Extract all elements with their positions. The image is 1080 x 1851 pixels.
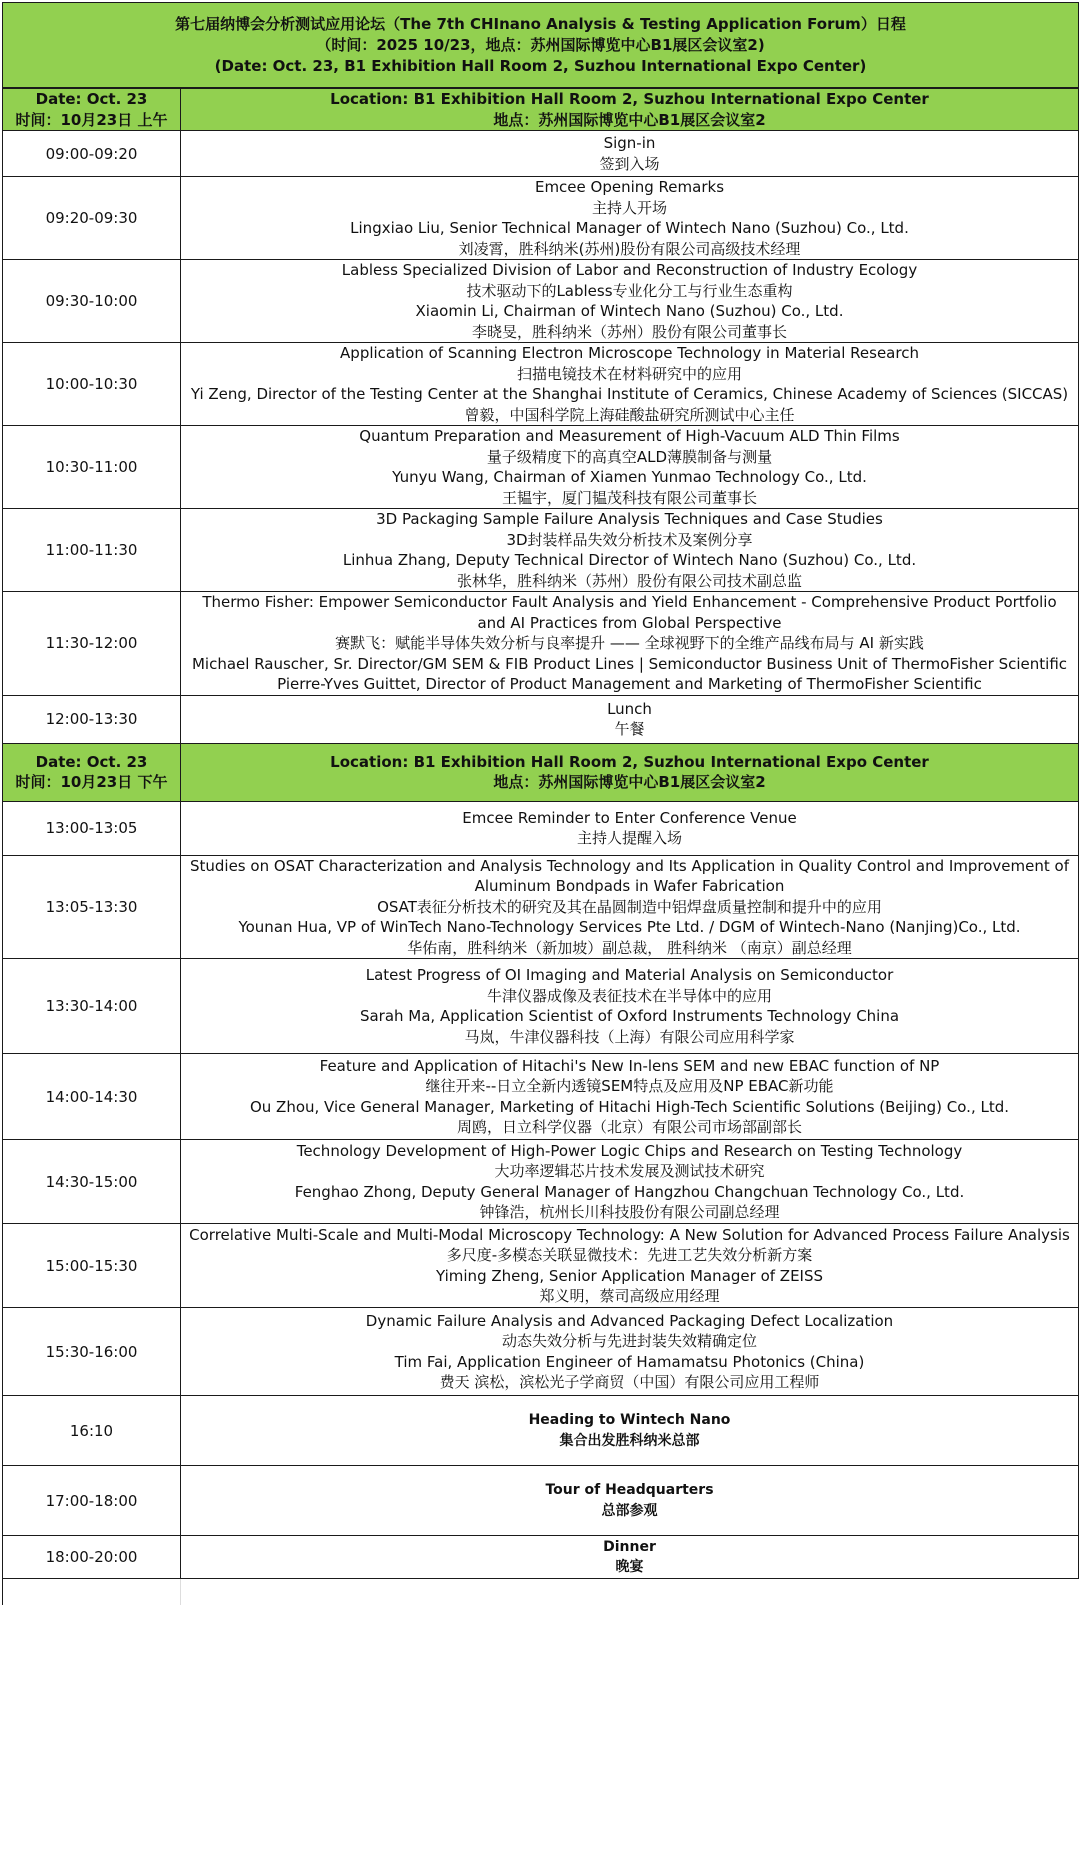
content-line: 技术驱动下的Labless专业化分工与行业生态重构 bbox=[466, 281, 793, 300]
session-date-cn: 时间：10月23日 下午 bbox=[15, 773, 168, 791]
content-line: Younan Hua, VP of WinTech Nano-Technology Services Pte Ltd. / DGM of Wintech-Nano (Nanjing)Co., Ltd. bbox=[238, 918, 1021, 936]
time-cell: 13:30-14:00 bbox=[3, 959, 181, 1054]
content-line: Latest Progress of OI Imaging and Material Analysis on Semiconductor bbox=[365, 966, 894, 984]
session-location-en: Location: B1 Exhibition Hall Room 2, Suzhou International Expo Center bbox=[330, 752, 929, 771]
time-cell: 15:30-16:00 bbox=[3, 1308, 181, 1396]
content-line: 动态失效分析与先进封装失效精确定位 bbox=[501, 1332, 757, 1350]
content-line: 主持人开场 bbox=[591, 198, 667, 217]
content-line: 郑义明，蔡司高级应用经理 bbox=[539, 1287, 720, 1305]
content-line: Feature and Application of Hitachi's New In-lens SEM and new EBAC function of NP bbox=[319, 1056, 940, 1075]
content-line: 3D Packaging Sample Failure Analysis Techniques and Case Studies bbox=[376, 510, 883, 528]
session-date-cell bbox=[3, 743, 181, 801]
content-line: Tour of Headquarters bbox=[545, 1482, 714, 1498]
schedule-row bbox=[3, 260, 1079, 343]
time-cell: 16:10 bbox=[3, 1396, 181, 1466]
content-line: Dinner bbox=[603, 1538, 656, 1555]
content-line: Ou Zhou, Vice General Manager, Marketing of Hitachi High-Tech Scientific Solutions (Beijing) Co., Ltd. bbox=[249, 1097, 1010, 1116]
schedule-sheet bbox=[2, 2, 1079, 1605]
content-line: 签到入场 bbox=[599, 154, 660, 173]
content-line: 3D封装样品失效分析技术及案例分享 bbox=[506, 530, 753, 549]
content-cell bbox=[181, 695, 1079, 743]
schedule-row bbox=[3, 1466, 1079, 1536]
schedule-row bbox=[3, 177, 1079, 260]
content-line: Thermo Fisher: Empower Semiconductor Fault Analysis and Yield Enhancement - Comprehensive Product Portfolio and AI Practices from Global Perspective bbox=[202, 593, 1057, 632]
time-cell: 15:00-15:30 bbox=[3, 1224, 181, 1308]
content-line: 晚宴 bbox=[615, 1559, 644, 1575]
schedule-row bbox=[3, 343, 1079, 426]
session-row-afternoon bbox=[3, 743, 1079, 801]
time-cell: 17:00-18:00 bbox=[3, 1466, 181, 1536]
schedule-row bbox=[3, 1054, 1079, 1140]
content-line: 马岚，牛津仪器科技（上海）有限公司应用科学家 bbox=[464, 1027, 795, 1046]
time-cell: 10:00-10:30 bbox=[3, 343, 181, 426]
content-cell bbox=[181, 1224, 1079, 1308]
content-line: 刘凌霄，胜科纳米(苏州)股份有限公司高级技术经理 bbox=[458, 239, 801, 258]
content-line: 总部参观 bbox=[601, 1502, 658, 1519]
schedule-row bbox=[3, 426, 1079, 509]
content-line: 李晓旻，胜科纳米（苏州）股份有限公司董事长 bbox=[471, 322, 787, 341]
content-line: 费天 滨松，滨松光子学商贸（中国）有限公司应用工程师 bbox=[439, 1373, 820, 1391]
content-line: 午餐 bbox=[614, 720, 645, 738]
time-cell: 14:30-15:00 bbox=[3, 1140, 181, 1224]
content-line: Michael Rauscher, Sr. Director/GM SEM & FIB Product Lines | Semiconductor Business Unit of ThermoFisher Scientific bbox=[191, 654, 1068, 673]
session-location-cn: 地点：苏州国际博览中心B1展区会议室2 bbox=[493, 773, 766, 791]
schedule-row bbox=[3, 1224, 1079, 1308]
header-time-location-cn: （时间：2025 10/23，地点：苏州国际博览中心B1展区会议室2) bbox=[316, 35, 765, 54]
content-line: Emcee Reminder to Enter Conference Venue bbox=[462, 808, 797, 827]
content-cell bbox=[181, 260, 1079, 343]
content-cell bbox=[181, 855, 1079, 959]
content-line: 赛默飞：赋能半导体失效分析与良率提升 —— 全球视野下的全维产品线布局与 AI 新实践 bbox=[335, 634, 924, 652]
content-cell bbox=[181, 509, 1079, 592]
content-line: Sarah Ma, Application Scientist of Oxford Instruments Technology China bbox=[359, 1007, 900, 1025]
content-line: 王韫宇，厦门韫茂科技有限公司董事长 bbox=[501, 488, 757, 507]
content-cell bbox=[181, 426, 1079, 509]
content-line: Xiaomin Li, Chairman of Wintech Nano (Suzhou) Co., Ltd. bbox=[415, 302, 844, 320]
time-cell: 09:30-10:00 bbox=[3, 260, 181, 343]
content-line: 多尺度-多模态关联显微技术：先进工艺失效分析新方案 bbox=[446, 1246, 813, 1264]
trailing-row bbox=[3, 1579, 1079, 1605]
content-line: 集合出发胜科纳米总部 bbox=[559, 1432, 700, 1449]
session-row-morning bbox=[3, 89, 1079, 131]
content-cell bbox=[181, 1054, 1079, 1140]
time-cell: 13:00-13:05 bbox=[3, 801, 181, 855]
content-line: Pierre-Yves Guittet, Director of Product Management and Marketing of ThermoFisher Scientific bbox=[277, 675, 982, 693]
session-location-cell bbox=[181, 743, 1079, 801]
schedule-row bbox=[3, 1396, 1079, 1466]
session-date-en: Date: Oct. 23 bbox=[35, 752, 148, 771]
content-line: 张林华，胜科纳米（苏州）股份有限公司技术副总监 bbox=[456, 571, 802, 590]
content-line: Yi Zeng, Director of the Testing Center at the Shanghai Institute of Ceramics, Chinese Academy of Sciences (SICCAS) bbox=[190, 385, 1069, 403]
header-time-location-en: (Date: Oct. 23, B1 Exhibition Hall Room 2, Suzhou International Expo Center) bbox=[214, 56, 867, 75]
schedule-row bbox=[3, 801, 1079, 855]
content-cell bbox=[181, 343, 1079, 426]
content-cell bbox=[181, 131, 1079, 177]
time-cell: 18:00-20:00 bbox=[3, 1536, 181, 1579]
session-date-cell bbox=[3, 89, 181, 131]
content-cell bbox=[181, 1308, 1079, 1396]
session-location-en: Location: B1 Exhibition Hall Room 2, Suzhou International Expo Center bbox=[330, 90, 929, 108]
time-cell: 14:00-14:30 bbox=[3, 1054, 181, 1140]
content-line: Labless Specialized Division of Labor and Reconstruction of Industry Ecology bbox=[341, 261, 918, 279]
content-cell bbox=[181, 959, 1079, 1054]
content-cell bbox=[181, 592, 1079, 696]
content-line: Quantum Preparation and Measurement of High-Vacuum ALD Thin Films bbox=[359, 427, 900, 445]
content-line: Tim Fai, Application Engineer of Hamamatsu Photonics (China) bbox=[394, 1352, 865, 1371]
schedule-row bbox=[3, 1536, 1079, 1579]
time-cell: 09:00-09:20 bbox=[3, 131, 181, 177]
content-line: Dynamic Failure Analysis and Advanced Packaging Defect Localization bbox=[365, 1311, 894, 1330]
content-line: Heading to Wintech Nano bbox=[528, 1412, 731, 1428]
content-line: Application of Scanning Electron Microscope Technology in Material Research bbox=[340, 344, 919, 362]
schedule-row bbox=[3, 959, 1079, 1054]
content-cell bbox=[181, 801, 1079, 855]
schedule-row bbox=[3, 1140, 1079, 1224]
session-date-en: Date: Oct. 23 bbox=[35, 90, 148, 108]
content-cell bbox=[181, 1536, 1079, 1579]
content-line: Correlative Multi-Scale and Multi-Modal Microscopy Technology: A New Solution for Advanced Process Failure Analysis bbox=[189, 1225, 1070, 1244]
content-line: Emcee Opening Remarks bbox=[534, 178, 725, 196]
content-line: 大功率逻辑芯片技术发展及测试技术研究 bbox=[494, 1162, 765, 1180]
content-line: 曾毅，中国科学院上海硅酸盐研究所测试中心主任 bbox=[464, 405, 795, 424]
time-cell: 12:00-13:30 bbox=[3, 695, 181, 743]
content-line: 华佑南，胜科纳米（新加坡）副总裁， 胜科纳米 （南京）副总经理 bbox=[407, 938, 852, 957]
session-date-cn: 时间：10月23日 上午 bbox=[15, 110, 168, 129]
content-cell bbox=[181, 1396, 1079, 1466]
trailing-time-cell bbox=[3, 1579, 181, 1605]
content-line: 扫描电镜技术在材料研究中的应用 bbox=[516, 364, 742, 383]
time-cell: 11:30-12:00 bbox=[3, 592, 181, 696]
content-line: 牛津仪器成像及表征技术在半导体中的应用 bbox=[486, 986, 772, 1005]
content-cell bbox=[181, 1140, 1079, 1224]
time-cell: 10:30-11:00 bbox=[3, 426, 181, 509]
content-line: Linhua Zhang, Deputy Technical Director of Wintech Nano (Suzhou) Co., Ltd. bbox=[342, 551, 917, 569]
content-line: 量子级精度下的高真空ALD薄膜制备与测量 bbox=[486, 447, 773, 466]
content-line: Lingxiao Liu, Senior Technical Manager of Wintech Nano (Suzhou) Co., Ltd. bbox=[350, 219, 909, 237]
trailing-content-cell bbox=[181, 1579, 1079, 1605]
content-line: Sign-in bbox=[603, 134, 656, 152]
content-line: Yunyu Wang, Chairman of Xiamen Yunmao Technology Co., Ltd. bbox=[392, 468, 867, 486]
content-line: Lunch bbox=[607, 699, 652, 718]
time-cell: 11:00-11:30 bbox=[3, 509, 181, 592]
time-cell: 13:05-13:30 bbox=[3, 855, 181, 959]
content-line: Studies on OSAT Characterization and Analysis Technology and Its Application in Quality Control and Improvement of Aluminum Bondpads in Wafer Fabrication bbox=[189, 856, 1069, 895]
schedule-row bbox=[3, 1308, 1079, 1396]
content-line: Yiming Zheng, Senior Application Manager of ZEISS bbox=[435, 1266, 824, 1285]
time-cell: 09:20-09:30 bbox=[3, 177, 181, 260]
content-line: 周鸥，日立科学仪器（北京）有限公司市场部副部长 bbox=[456, 1118, 802, 1136]
content-cell bbox=[181, 177, 1079, 260]
content-line: 继往开来--日立全新内透镜SEM特点及应用及NP EBAC新功能 bbox=[425, 1077, 834, 1095]
schedule-row bbox=[3, 131, 1079, 177]
content-line: Technology Development of High-Power Logic Chips and Research on Testing Technology bbox=[296, 1141, 963, 1160]
schedule-row bbox=[3, 592, 1079, 696]
session-location-cell bbox=[181, 89, 1079, 131]
schedule-row bbox=[3, 855, 1079, 959]
content-line: OSAT表征分析技术的研究及其在晶圆制造中铝焊盘质量控制和提升中的应用 bbox=[377, 897, 882, 916]
content-line: 钟锋浩，杭州长川科技股份有限公司副总经理 bbox=[479, 1203, 780, 1221]
content-cell bbox=[181, 1466, 1079, 1536]
schedule-row bbox=[3, 509, 1079, 592]
content-line: Fenghao Zhong, Deputy General Manager of Hangzhou Changchuan Technology Co., Ltd. bbox=[294, 1182, 965, 1201]
schedule-row bbox=[3, 695, 1079, 743]
forum-header bbox=[2, 2, 1079, 88]
session-location-cn: 地点：苏州国际博览中心B1展区会议室2 bbox=[493, 110, 766, 129]
content-line: 主持人提醒入场 bbox=[576, 829, 682, 847]
header-title: 第七届纳博会分析测试应用论坛（The 7th CHInano Analysis & Testing Application Forum）日程 bbox=[175, 14, 906, 33]
schedule-table bbox=[2, 88, 1079, 1605]
